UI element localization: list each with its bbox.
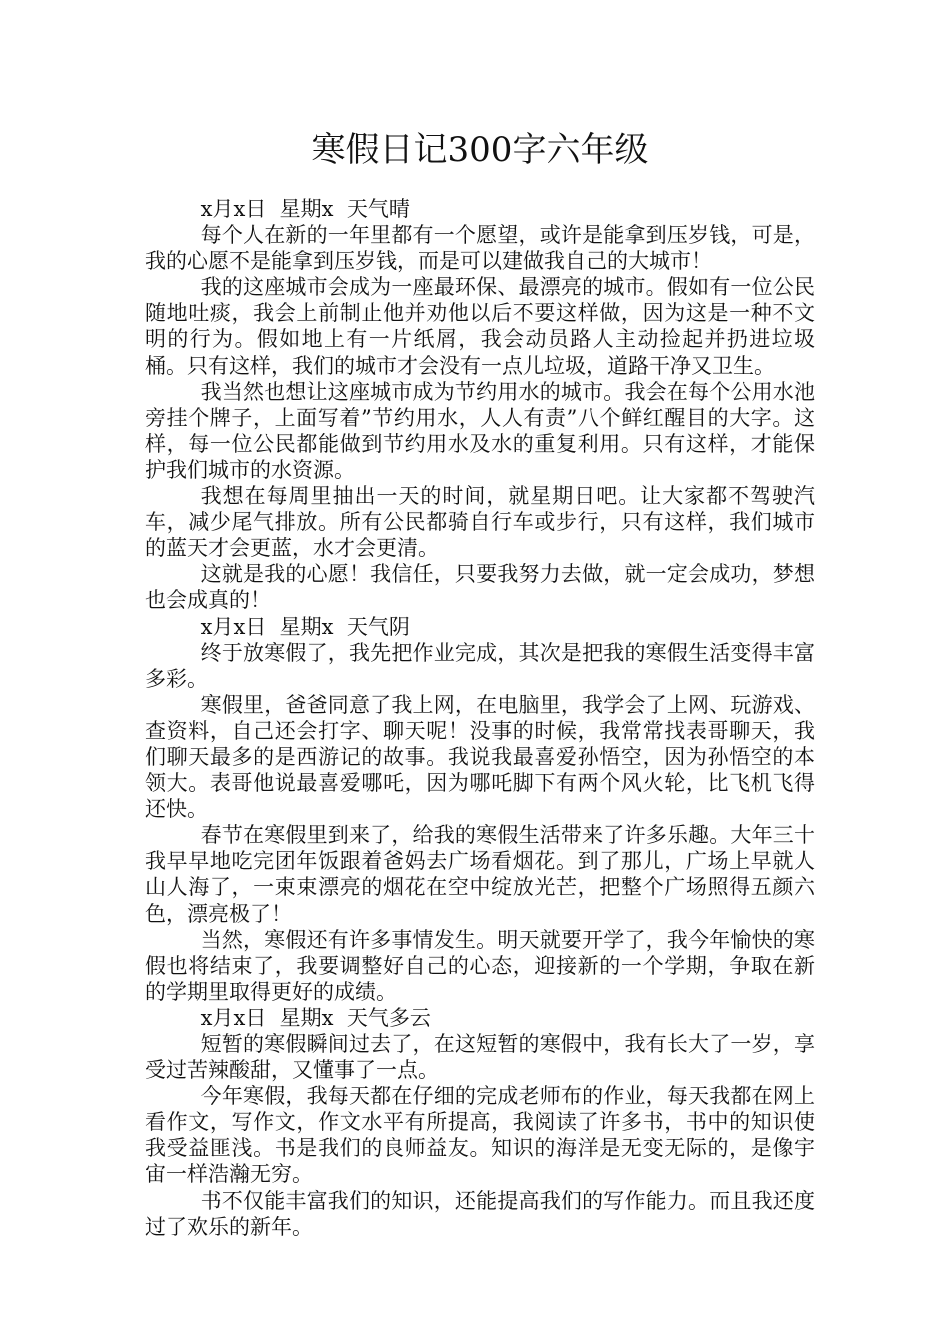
entry-paragraph: 这就是我的心愿！我信任，只要我努力去做，就一定会成功，梦想也会成真的！ bbox=[145, 562, 815, 613]
entry-paragraph: 每个人在新的一年里都有一个愿望，或许是能拿到压岁钱，可是，我的心愿不是能拿到压岁钱，而是可以建做我自己的大城市！ bbox=[145, 223, 815, 274]
entry-paragraph: 我的这座城市会成为一座最环保、最漂亮的城市。假如有一位公民随地吐痰，我会上前制止他并劝他以后不要这样做，因为这是一种不文明的行为。假如地上有一片纸屑，我会动员路人主动捡起并扔进垃圾桶。只有这样，我们的城市才会没有一点儿垃圾，道路干净又卫生。 bbox=[145, 275, 815, 378]
entry-paragraph: 短暂的寒假瞬间过去了，在这短暂的寒假中，我有长大了一岁，享受过苦辣酸甜，又懂事了一点。 bbox=[145, 1032, 815, 1083]
entry-paragraph: 书不仅能丰富我们的知识，还能提高我们的写作能力。而且我还度过了欢乐的新年。 bbox=[145, 1188, 815, 1239]
entry-date-line: x月x日 星期x 天气晴 bbox=[200, 197, 410, 221]
entry-paragraph: 我想在每周里抽出一天的时间，就星期日吧。让大家都不驾驶汽车，减少尾气排放。所有公民都骑自行车或步行，只有这样，我们城市的蓝天才会更蓝，水才会更清。 bbox=[145, 484, 815, 561]
entry-paragraph: 今年寒假，我每天都在仔细的完成老师布的作业，每天我都在网上看作文，写作文，作文水平有所提高，我阅读了许多书，书中的知识使我受益匪浅。书是我们的良师益友。知识的海洋是无变无际的，是像宇宙一样浩瀚无穷。 bbox=[145, 1084, 815, 1187]
document-body bbox=[145, 196, 815, 1240]
entry-date-line: x月x日 星期x 天气多云 bbox=[200, 1005, 431, 1030]
entry-date-line: x月x日 星期x 天气阴 bbox=[200, 614, 410, 639]
entry-paragraph: 春节在寒假里到来了，给我的寒假生活带来了许多乐趣。大年三十我早早地吃完团年饭跟着爸妈去广场看烟花。到了那儿，广场上早就人山人海了，一束束漂亮的烟花在空中绽放光芒，把整个广场照得五颜六色，漂亮极了！ bbox=[145, 823, 815, 926]
entry-paragraph: 寒假里，爸爸同意了我上网，在电脑里，我学会了上网、玩游戏、查资料，自己还会打字、聊天呢！没事的时候，我常常找表哥聊天，我们聊天最多的是西游记的故事。我说我最喜爱孙悟空，因为孙悟空的本领大。表哥他说最喜爱哪吒，因为哪吒脚下有两个风火轮，比飞机飞得还快。 bbox=[145, 692, 815, 822]
entry-paragraph: 当然，寒假还有许多事情发生。明天就要开学了，我今年愉快的寒假也将结束了，我要调整好自己的心态，迎接新的一个学期，争取在新的学期里取得更好的成绩。 bbox=[145, 927, 815, 1004]
entry-paragraph: 我当然也想让这座城市成为节约用水的城市。我会在每个公用水池旁挂个牌子，上面写着”节约用水，人人有责”八个鲜红醒目的大字。这样，每一位公民都能做到节约用水及水的重复利用。只有这样，才能保护我们城市的水资源。 bbox=[145, 379, 815, 482]
entry-paragraph: 终于放寒假了，我先把作业完成，其次是把我的寒假生活变得丰富多彩。 bbox=[145, 640, 815, 691]
diary-entry-3 bbox=[145, 1005, 815, 1240]
diary-entry-1 bbox=[145, 196, 815, 614]
document-title: 寒假日记300字六年级 bbox=[311, 130, 649, 170]
diary-entry-2 bbox=[145, 614, 815, 1005]
